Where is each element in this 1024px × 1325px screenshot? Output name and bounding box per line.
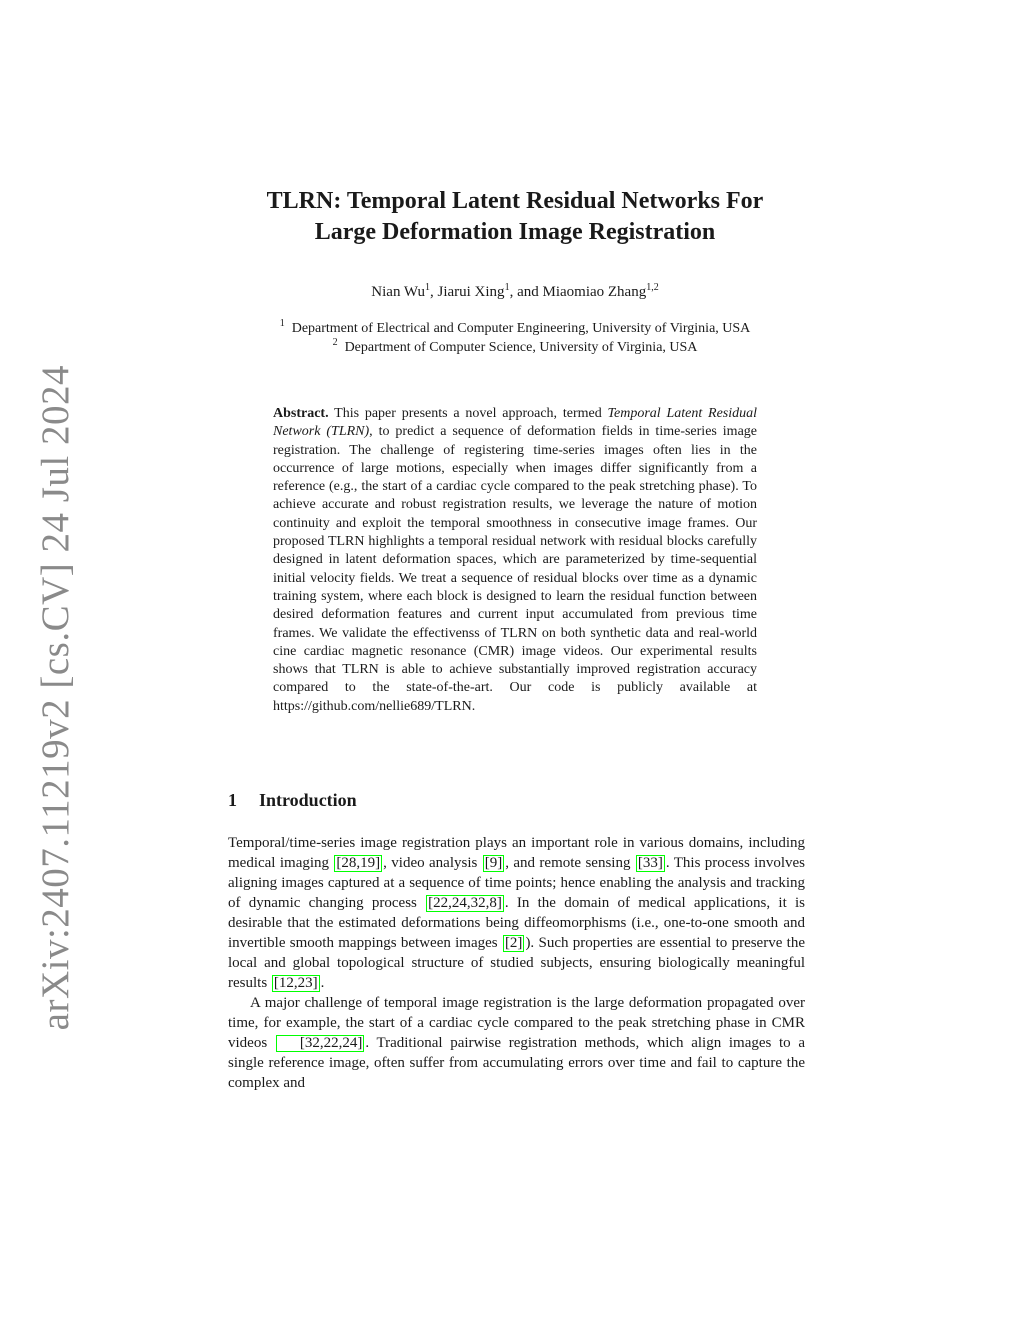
paragraph-text: , video analysis [383,855,482,871]
affil-text: Department of Computer Science, University of Virginia, USA [344,340,698,355]
author-separator: , and [509,284,543,300]
title-line-2: Large Deformation Image Registration [314,219,716,245]
arxiv-identifier: arXiv:2407.11219v2 [cs.CV] 24 Jul 2024 [34,365,77,1031]
paragraph-text: ). Such properties are essential to preserve the local and global topological structure of studied subjects, ensuring biologically meaningful results [228,935,805,991]
paragraph-text: . [320,975,325,991]
affiliation-line [200,338,830,357]
abstract-term: Temporal Latent Residual Network (TLRN) [273,406,758,440]
citation-link[interactable]: [33] [637,855,663,871]
paragraph-text: Temporal/time-series image registration plays an important role in various domains, including medical imaging [228,835,805,871]
citation-link[interactable]: [9] [484,855,503,871]
paper-title [200,186,830,248]
paragraph-text: , and remote sensing [505,855,635,871]
abstract-text: This paper presents a novel approach, termed [328,406,608,421]
section-number: 1 [228,790,237,810]
title-line-1: TLRN: Temporal Latent Residual Networks For [266,188,764,214]
affiliation-line [200,319,830,338]
paragraph-text: . In the domain of medical applications, it is desirable that the estimated deformations being diffeomorphisms (i.e., one-to-one smooth and invertible smooth mappings between images [228,895,805,951]
abstract-label: Abstract. [273,406,329,421]
citation-link[interactable]: [2] [504,935,523,951]
intro-body [228,833,805,1093]
affil-text: Department of Electrical and Computer Engineering, University of Virginia, USA [291,321,751,336]
affiliations [200,319,830,357]
author-affil-marker: 1,2 [646,282,659,293]
citation-link[interactable]: [28,19] [336,855,381,871]
paragraph-text: . Traditional pairwise registration methods, which align images to a single reference image, often suffer from accumulating errors over time and fail to capture the complex and [228,1035,805,1091]
paragraph [228,833,805,993]
author-affil-marker: 1 [504,282,510,293]
abstract [273,405,757,716]
citation-link[interactable]: [22,24,32,8] [428,895,502,911]
citation-link[interactable]: [12,23] [273,975,318,991]
section-heading [228,790,357,811]
paragraph-text: A major challenge of temporal image registration is the large deformation propagated over time, for example, the start of a cardiac cycle compared to the peak stretching phase in CMR videos [228,995,805,1051]
author-name: Miaomiao Zhang [542,284,647,300]
author-separator: , [429,284,438,300]
abstract-text: , to predict a sequence of deformation fields in time-series image registration. The challenge of registering time-series images often lies in the occurrence of large motions, especially when images differ significantly from a reference (e.g., the start of a cardiac cycle compared to the peak stretching phase). To achieve accurate and robust registration results, we leverage the nature of motion continuity and exploit the temporal smoothness in consecutive image frames. Our proposed TLRN highlights a temporal residual network with residual blocks carefully designed in latent deformation spaces, which are parameterized by time-sequential initial velocity fields. We treat a sequence of residual blocks over time as a dynamic training system, where each block is designed to learn the residual function between desired deformation features and current input accumulated from previous time frames. We validate the effectivenss of TLRN on both synthetic data and real-world cine cardiac magnetic resonance (CMR) image videos. Our experimental results shows that TLRN is able to achieve substantially improved registration accuracy compared to the state-of-the-art. Our code is publicly available at https://github.com/nellie689/TLRN. [273,424,757,714]
citation-link[interactable]: [32,22,24] [276,1035,365,1052]
author-name: Nian Wu [371,284,425,300]
author-name: Jiarui Xing [437,284,505,300]
affil-marker: 2 [332,337,338,348]
author-list [200,284,830,301]
paragraph [228,993,805,1093]
paragraph-text: . This process involves aligning images captured at a sequence of time points; hence enabling the analysis and tracking of dynamic changing process [228,855,806,911]
section-title: Introduction [259,790,357,810]
author-affil-marker: 1 [424,282,430,293]
affil-marker: 1 [279,318,285,329]
